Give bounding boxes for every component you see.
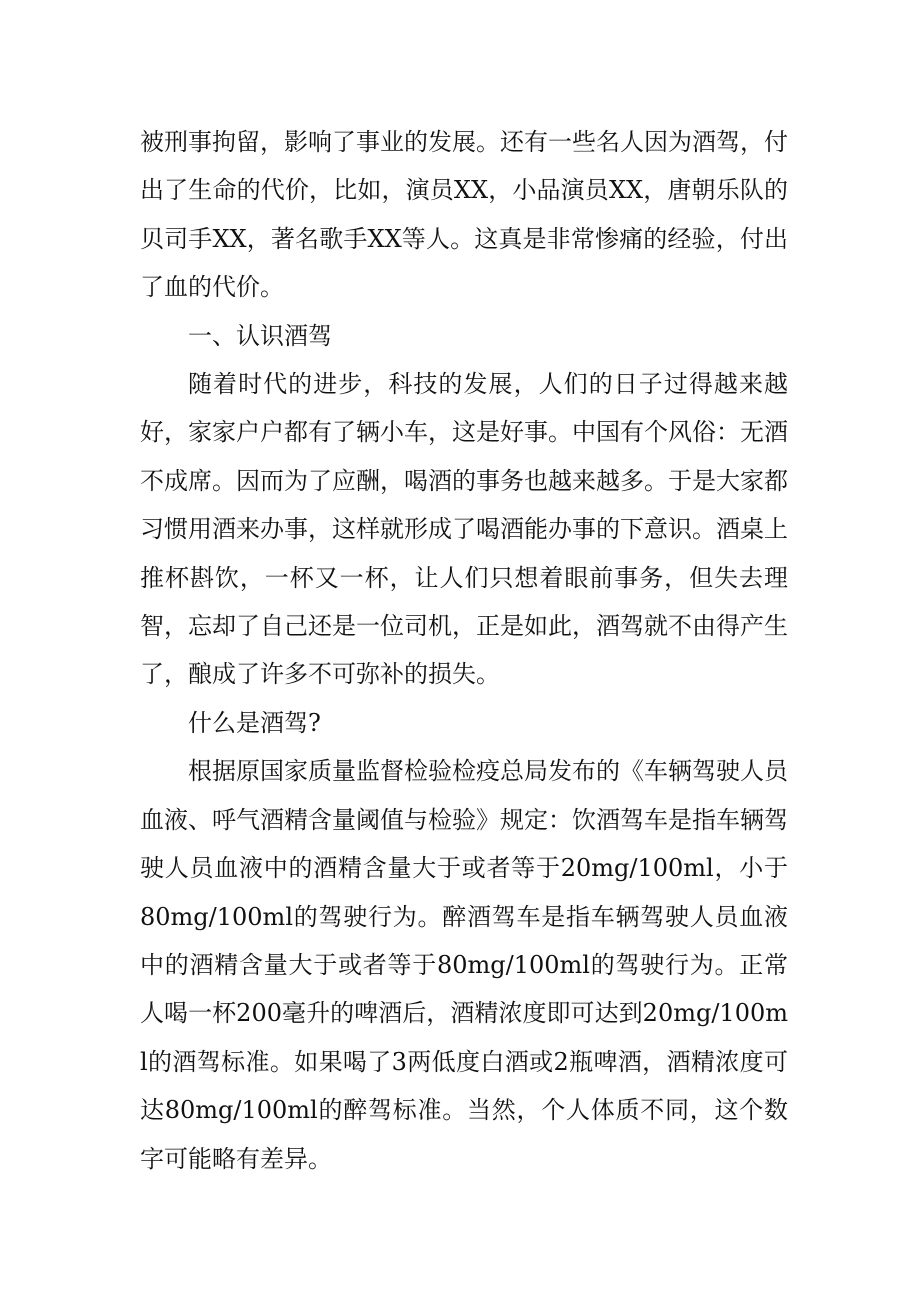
subheading-what-is-drunk-driving: 什么是酒驾? xyxy=(188,708,321,737)
paragraph-continuation: 被刑事拘留，影响了事业的发展。还有一些名人因为酒驾，付出了生命的代价，比如，演员XX，小品演员XX，唐朝乐队的贝司手XX，著名歌手XX等人。这真是非常惨痛的经验，付出了血的代价。 xyxy=(140,128,788,302)
paragraph-background: 随着时代的进步，科技的发展，人们的日子过得越来越好，家家户户都有了辆小车，这是好事。中国有个风俗：无酒不成席。因而为了应酬，喝酒的事务也越来越多。于是大家都习惯用酒来办事，这样就形成了喝酒能办事的下意识。酒桌上推杯斟饮，一杯又一杯，让人们只想着眼前事务，但失去理智，忘却了自己还是一位司机，正是如此，酒驾就不由得产生了，酿成了许多不可弥补的损失。 xyxy=(140,370,788,689)
paragraph-definition: 根据原国家质量监督检验检疫总局发布的《车辆驾驶人员血液、呼气酒精含量阈值与检验》规定：饮酒驾车是指车辆驾驶人员血液中的酒精含量大于或者等于20mg/100ml，小于80mg/100ml的驾驶行为。醉酒驾车是指车辆驾驶人员血液中的酒精含量大于或者等于80mg/100ml的驾驶行为。正常人喝一杯200毫升的啤酒后，酒精浓度即可达到20mg/100ml的酒驾标准。如果喝了3两低度白酒或2瓶啤酒，酒精浓度可达80mg/100ml的醉驾标准。当然，个人体质不同，这个数字可能略有差异。 xyxy=(140,757,788,1173)
section-heading-recognize-drunk-driving: 一、认识酒驾 xyxy=(188,321,332,350)
document-body xyxy=(140,118,788,1183)
